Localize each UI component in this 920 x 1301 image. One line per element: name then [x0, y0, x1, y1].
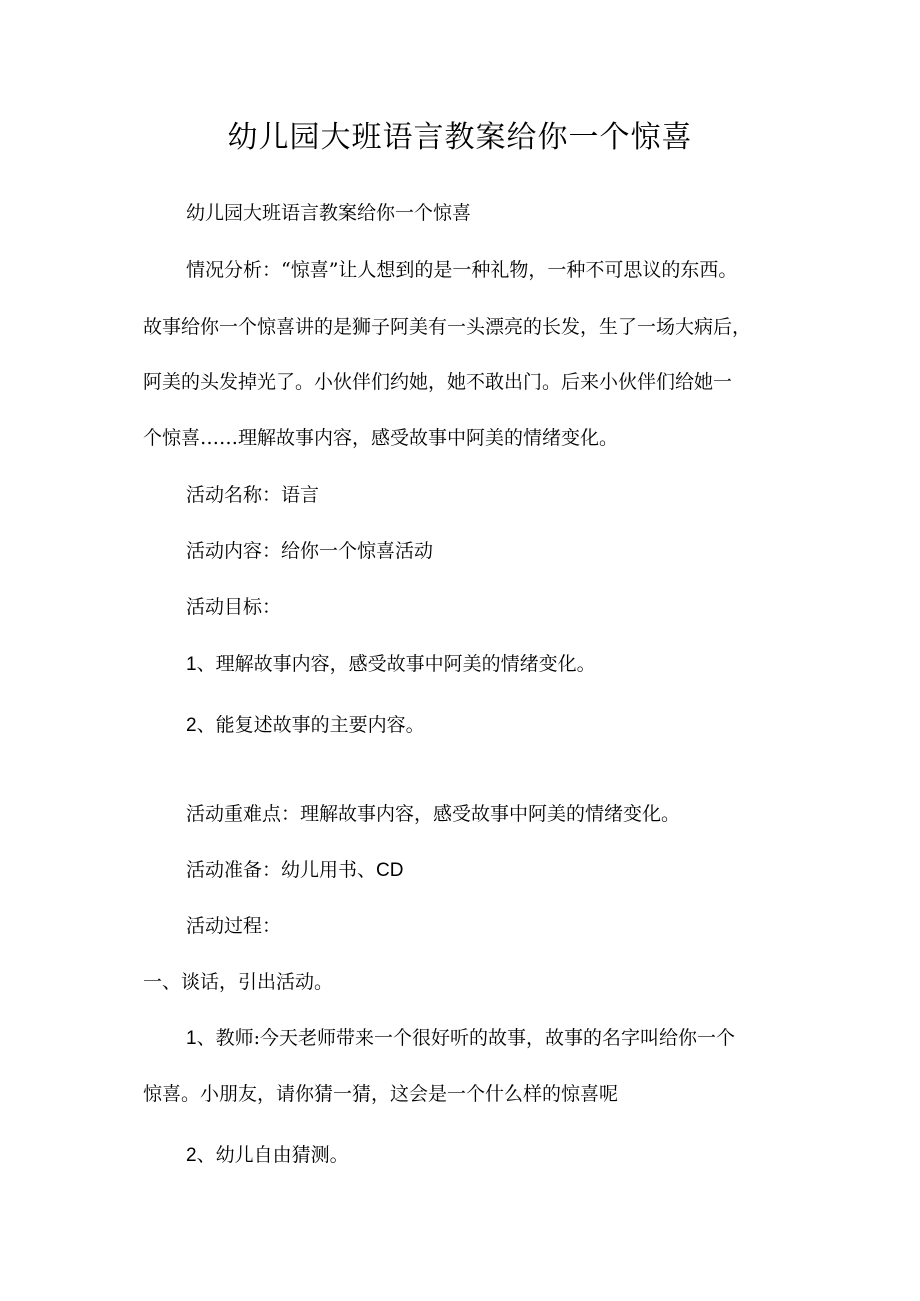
goal-2-number: 2	[186, 715, 197, 736]
goal-item-2	[186, 711, 425, 740]
step-1-line-1	[186, 1024, 735, 1053]
goal-item-1	[186, 650, 596, 679]
activity-name: 活动名称：语言	[186, 484, 320, 506]
step-2-text: 、幼儿自由猜测。	[196, 1144, 349, 1166]
document-subtitle: 幼儿园大班语言教案给你一个惊喜	[186, 202, 472, 224]
document-title: 幼儿园大班语言教案给你一个惊喜	[227, 120, 693, 155]
analysis-line-4: 个惊喜……理解故事内容，感受故事中阿美的情绪变化。	[143, 427, 619, 449]
goal-2-text: 、能复述故事的主要内容。	[196, 714, 425, 736]
goal-1-text: 、理解故事内容，感受故事中阿美的情绪变化。	[196, 653, 596, 675]
activity-goals-heading: 活动目标：	[186, 596, 282, 618]
goal-1-number: 1	[186, 654, 197, 675]
analysis-line-2: 故事给你一个惊喜讲的是狮子阿美有一头漂亮的长发，生了一场大病后，	[143, 316, 752, 338]
activity-preparation	[186, 856, 403, 885]
preparation-cd: CD	[376, 860, 404, 881]
activity-content: 活动内容：给你一个惊喜活动	[186, 540, 434, 562]
step-1-text: 、教师:今天老师带来一个很好听的故事，故事的名字叫给你一个	[196, 1027, 735, 1049]
analysis-line-1: 情况分析：“惊喜”让人想到的是一种礼物，一种不可思议的东西。	[186, 259, 738, 281]
step-2	[186, 1141, 349, 1170]
step-one-heading: 一、谈话，引出活动。	[143, 971, 334, 993]
preparation-text: 活动准备：幼儿用书、	[186, 859, 377, 881]
analysis-line-3: 阿美的头发掉光了。小伙伴们约她，她不敢出门。后来小伙伴们给她一	[143, 371, 733, 393]
step-1-line-2: 惊喜。小朋友，请你猜一猜，这会是一个什么样的惊喜呢	[143, 1083, 619, 1105]
step-2-number: 2	[186, 1145, 197, 1166]
key-points: 活动重难点：理解故事内容，感受故事中阿美的情绪变化。	[186, 803, 681, 825]
step-1-number: 1	[186, 1028, 197, 1049]
process-heading: 活动过程：	[186, 915, 282, 937]
